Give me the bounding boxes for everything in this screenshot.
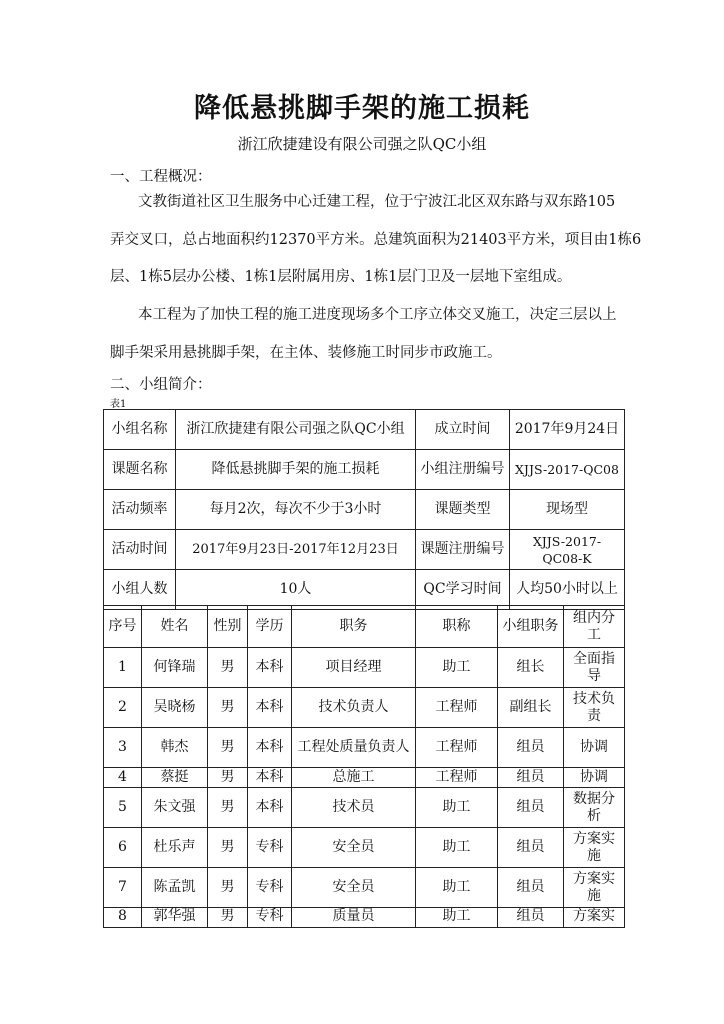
label-cell: 小组人数 (104, 570, 176, 610)
overview-line-2: 弄交叉口，总占地面积约12370平方米。总建筑面积为21403平方米，项目由1栋6 (110, 232, 642, 248)
cell: 数据分析 (564, 788, 625, 828)
table-row (104, 530, 625, 570)
cell: 技术负责人 (292, 688, 416, 728)
cell: 安全员 (292, 828, 416, 868)
cell: 何锋瑞 (142, 648, 208, 688)
document-subtitle: 浙江欣捷建设有限公司强之队QC小组 (237, 135, 487, 153)
table-row (104, 788, 625, 828)
cell: 组员 (498, 868, 564, 908)
value-cell: 浙江欣捷建有限公司强之队QC小组 (176, 410, 416, 450)
cell: 3 (104, 728, 142, 768)
cell: 男 (208, 728, 248, 768)
label-cell: 活动频率 (104, 490, 176, 530)
label-cell: 课题注册编号 (416, 530, 510, 570)
cell: 助工 (416, 868, 498, 908)
document-title: 降低悬挑脚手架的施工损耗 (194, 93, 530, 124)
label-cell: 课题类型 (416, 490, 510, 530)
cell: 男 (208, 828, 248, 868)
table-row (104, 410, 625, 450)
cell: 杜乐声 (142, 828, 208, 868)
group-info-table (103, 409, 625, 610)
cell: 吴晓杨 (142, 688, 208, 728)
table-row (104, 908, 625, 928)
cell: 方案实施 (564, 828, 625, 868)
member-table (103, 605, 625, 928)
overview-line-1: 文教街道社区卫生服务中心迁建工程，位于宁波江北区双东路与双东路105 (138, 194, 616, 210)
value-cell: XJJS-2017-QC08 (510, 450, 625, 490)
section-1-heading: 一、工程概况： (110, 169, 212, 185)
cell: 6 (104, 828, 142, 868)
cell: 组员 (498, 828, 564, 868)
cell: 组员 (498, 728, 564, 768)
cell: 男 (208, 908, 248, 928)
cell: 韩杰 (142, 728, 208, 768)
table-row (104, 868, 625, 908)
cell: 朱文强 (142, 788, 208, 828)
cell: 工程处质量负责人 (292, 728, 416, 768)
label-cell: 成立时间 (416, 410, 510, 450)
header-cell: 学历 (248, 606, 292, 648)
cell: 本科 (248, 768, 292, 788)
cell: 工程师 (416, 688, 498, 728)
value-cell: 人均50小时以上 (510, 570, 625, 610)
cell: 助工 (416, 788, 498, 828)
cell: 工程师 (416, 728, 498, 768)
cell: 8 (104, 908, 142, 928)
cell: 方案实施 (564, 868, 625, 908)
table-row (104, 828, 625, 868)
value-cell: 降低悬挑脚手架的施工损耗 (176, 450, 416, 490)
cell: 男 (208, 768, 248, 788)
header-cell: 序号 (104, 606, 142, 648)
cell: 方案实 (564, 908, 625, 928)
cell: 组员 (498, 788, 564, 828)
cell: 组长 (498, 648, 564, 688)
label-cell: 课题名称 (104, 450, 176, 490)
table-row (104, 728, 625, 768)
cell: 助工 (416, 648, 498, 688)
table-row (104, 490, 625, 530)
cell: 男 (208, 648, 248, 688)
cell: 陈孟凯 (142, 868, 208, 908)
cell: 技术员 (292, 788, 416, 828)
cell: 技术负责 (564, 688, 625, 728)
header-cell: 职称 (416, 606, 498, 648)
cell: 协调 (564, 728, 625, 768)
cell: 专科 (248, 828, 292, 868)
table-label: 表1 (110, 399, 127, 410)
table-row (104, 768, 625, 788)
table-header-row (104, 606, 625, 648)
cell: 5 (104, 788, 142, 828)
label-cell: 小组名称 (104, 410, 176, 450)
header-cell: 姓名 (142, 606, 208, 648)
cell: 协调 (564, 768, 625, 788)
cell: 本科 (248, 688, 292, 728)
cell: 本科 (248, 728, 292, 768)
value-cell: 2017年9月23日-2017年12月23日 (176, 530, 416, 570)
label-cell: 活动时间 (104, 530, 176, 570)
overview-line-5: 脚手架采用悬挑脚手架，在主体、装修施工时同步市政施工。 (110, 345, 502, 361)
cell: 7 (104, 868, 142, 908)
value-cell: XJJS-2017-QC08-K (510, 530, 625, 570)
cell: 质量员 (292, 908, 416, 928)
cell: 专科 (248, 868, 292, 908)
label-cell: 小组注册编号 (416, 450, 510, 490)
cell: 本科 (248, 788, 292, 828)
cell: 组员 (498, 768, 564, 788)
overview-line-3: 层、1栋5层办公楼、1栋1层附属用房、1栋1层门卫及一层地下室组成。 (110, 269, 572, 285)
cell: 4 (104, 768, 142, 788)
cell: 蔡挺 (142, 768, 208, 788)
label-cell: QC学习时间 (416, 570, 510, 610)
cell: 全面指导 (564, 648, 625, 688)
table-row (104, 688, 625, 728)
cell: 男 (208, 788, 248, 828)
cell: 专科 (248, 908, 292, 928)
cell: 安全员 (292, 868, 416, 908)
cell: 郭华强 (142, 908, 208, 928)
value-cell: 10人 (176, 570, 416, 610)
cell: 工程师 (416, 768, 498, 788)
header-cell: 组内分工 (564, 606, 625, 648)
cell: 2 (104, 688, 142, 728)
cell: 1 (104, 648, 142, 688)
cell: 男 (208, 688, 248, 728)
cell: 项目经理 (292, 648, 416, 688)
cell: 男 (208, 868, 248, 908)
value-cell: 每月2次，每次不少于3小时 (176, 490, 416, 530)
cell: 副组长 (498, 688, 564, 728)
table-row (104, 648, 625, 688)
header-cell: 性别 (208, 606, 248, 648)
cell: 组员 (498, 908, 564, 928)
header-cell: 职务 (292, 606, 416, 648)
value-cell: 现场型 (510, 490, 625, 530)
table-row (104, 450, 625, 490)
table-row (104, 570, 625, 610)
section-2-heading: 二、小组简介： (110, 377, 212, 393)
cell: 助工 (416, 908, 498, 928)
value-cell: 2017年9月24日 (510, 410, 625, 450)
cell: 总施工 (292, 768, 416, 788)
overview-line-4: 本工程为了加快工程的施工进度现场多个工序立体交叉施工，决定三层以上 (138, 307, 617, 323)
cell: 本科 (248, 648, 292, 688)
header-cell: 小组职务 (498, 606, 564, 648)
cell: 助工 (416, 828, 498, 868)
